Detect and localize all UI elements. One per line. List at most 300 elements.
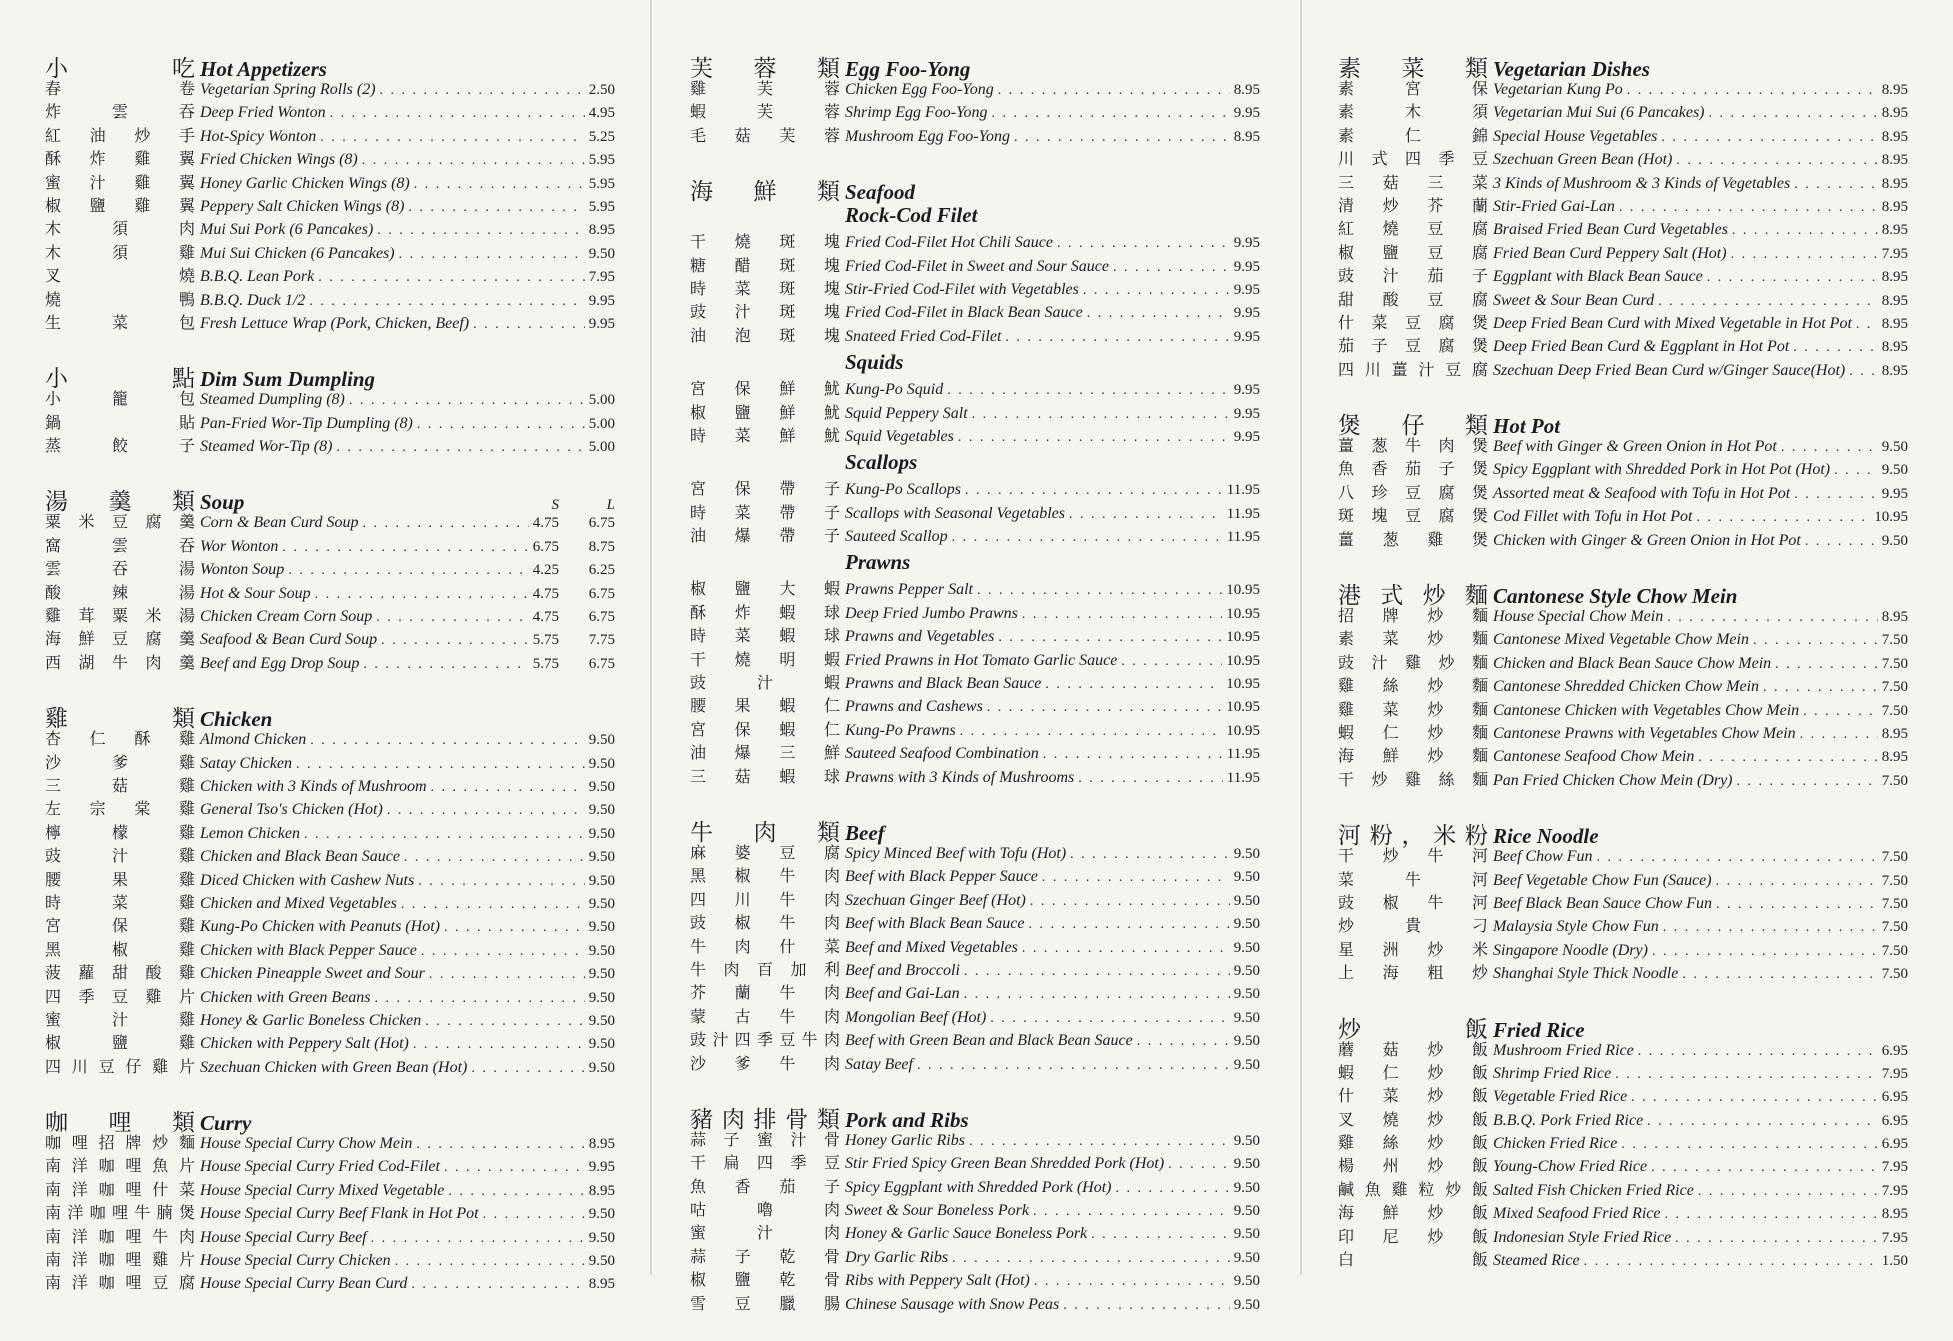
dot-leader (1091, 1227, 1230, 1243)
item-name: Squid Peppery Salt (845, 404, 968, 422)
item-name: Chicken Fried Rice (1493, 1135, 1618, 1153)
menu-item (1338, 263, 1908, 286)
dot-leader (1731, 247, 1878, 263)
item-chinese-name: 四 季 豆 雞 片 (45, 986, 195, 1006)
section-header (690, 50, 1260, 82)
menu-item (45, 146, 615, 169)
dot-leader (374, 991, 584, 1007)
item-name: Spicy Eggplant with Shredded Pork in Hot Pot (Hot) (1493, 461, 1831, 479)
item-chinese-name: 檸 檬 雞 (45, 822, 195, 842)
item-chinese-name: 炒 貴 刁 (1338, 916, 1488, 936)
dot-leader (1022, 941, 1230, 957)
menu-item (690, 1127, 1260, 1150)
item-chinese-name: 茄 子 豆 腐 煲 (1338, 336, 1488, 356)
item-chinese-name: 酥 炸 蝦 球 (690, 602, 840, 622)
item-price-large: 6.75 (588, 585, 615, 602)
menu-item (45, 650, 615, 673)
item-name: Chicken and Black Bean Sauce (200, 848, 400, 866)
item-name: Deep Fried Bean Curd & Eggplant in Hot Pot (1493, 338, 1790, 356)
menu-item (45, 750, 615, 773)
dot-leader (1737, 774, 1878, 790)
item-price: 1.50 (1881, 1253, 1908, 1270)
menu-item (45, 1054, 615, 1077)
item-chinese-name: 宮 保 蝦 仁 (690, 719, 840, 739)
item-chinese-name: 四 川 牛 肉 (690, 889, 840, 909)
menu-item (1338, 433, 1908, 456)
section-header (1338, 50, 1908, 82)
item-name: Beef Black Bean Sauce Chow Fun (1493, 894, 1713, 912)
section-title: Hot Appetizers (200, 57, 327, 81)
item-chinese-name: 蒜 子 蜜 汁 骨 (690, 1129, 840, 1149)
item-chinese-name: 椒 鹽 大 蝦 (690, 579, 840, 599)
item-name: B.B.Q. Pork Fried Rice (1493, 1111, 1644, 1129)
item-price: 9.95 (1233, 258, 1260, 275)
item-chinese-name: 芥 蘭 牛 肉 (690, 983, 840, 1003)
item-chinese-name: 油 爆 三 鮮 (690, 743, 840, 763)
item-name: Eggplant with Black Bean Sauce (1493, 268, 1703, 286)
section-header (45, 50, 615, 82)
menu-item (690, 400, 1260, 423)
dot-leader (399, 247, 585, 263)
item-price: 11.95 (1226, 482, 1260, 499)
item-chinese-name: 豉 椒 牛 河 (1338, 892, 1488, 912)
menu-item (690, 423, 1260, 446)
item-name: Sauteed Seafood Combination (845, 745, 1039, 763)
item-chinese-name: 雞 絲 炒 飯 (1338, 1133, 1488, 1153)
item-price-large: 6.25 (588, 562, 615, 579)
item-price: 4.75 (532, 585, 559, 602)
item-price: 9.50 (1233, 939, 1260, 956)
item-name: Honey & Garlic Boneless Chicken (200, 1011, 422, 1029)
item-name: Braised Fried Bean Curd Vegetables (1493, 221, 1728, 239)
item-name: Peppery Salt Chicken Wings (8) (200, 197, 405, 215)
section-header (1338, 1011, 1908, 1043)
item-name: Prawns with 3 Kinds of Mushrooms (845, 768, 1075, 786)
dot-leader (1042, 870, 1230, 886)
item-chinese-name: 蒙 古 牛 肉 (690, 1006, 840, 1026)
size-small-label: S (551, 497, 559, 514)
item-price: 6.95 (1881, 1089, 1908, 1106)
item-price: 9.50 (1233, 1296, 1260, 1313)
dot-leader (1619, 200, 1878, 216)
item-price: 10.95 (1226, 605, 1260, 622)
menu-item (690, 1220, 1260, 1243)
dot-leader (444, 1160, 585, 1176)
item-price: 7.95 (1881, 245, 1908, 262)
item-name: Fresh Lettuce Wrap (Pork, Chicken, Beef) (200, 314, 470, 332)
item-name: Mui Sui Chicken (6 Pancakes) (200, 244, 395, 262)
menu-item (1338, 1200, 1908, 1223)
dot-leader (1803, 704, 1878, 720)
item-price: 9.95 (1233, 281, 1260, 298)
menu-item (1338, 1153, 1908, 1176)
item-name: Cod Fillet with Tofu in Hot Pot (1493, 508, 1693, 526)
item-name: Stir-Fried Cod-Filet with Vegetables (845, 280, 1079, 298)
item-chinese-name: 素 仁 錦 (1338, 125, 1488, 145)
menu-item (1338, 650, 1908, 673)
item-price: 9.50 (588, 245, 615, 262)
menu-item (690, 376, 1260, 399)
section-chinese-title: 炒 飯 (1338, 1016, 1488, 1043)
item-name: Fried Bean Curd Peppery Salt (Hot) (1493, 244, 1727, 262)
item-name: Seafood & Bean Curd Soup (200, 631, 378, 649)
item-price: 9.95 (588, 292, 615, 309)
dot-leader (1676, 153, 1877, 169)
menu-item (690, 1174, 1260, 1197)
section-title: Vegetarian Dishes (1493, 57, 1650, 81)
item-name: Steamed Wor-Tip (8) (200, 438, 333, 456)
item-chinese-name: 干 燒 明 蝦 (690, 649, 840, 669)
menu-item (1338, 697, 1908, 720)
item-chinese-name: 生 菜 包 (45, 312, 195, 332)
item-chinese-name: 南 洋 咖 哩 雞 片 (45, 1250, 195, 1270)
item-price-large: 6.75 (588, 515, 615, 532)
item-name: House Special Curry Beef Flank in Hot Pot (200, 1205, 479, 1223)
item-price: 9.50 (1881, 439, 1908, 456)
dot-leader (998, 83, 1230, 99)
item-price: 9.50 (1233, 916, 1260, 933)
item-chinese-name: 雞 菜 炒 麵 (1338, 699, 1488, 719)
item-price: 8.95 (1881, 292, 1908, 309)
dot-leader (425, 1014, 584, 1030)
dot-leader (1698, 1184, 1878, 1200)
item-name: Spicy Eggplant with Shredded Pork (Hot) (845, 1178, 1112, 1196)
item-price: 4.95 (588, 105, 615, 122)
menu-item (690, 910, 1260, 933)
item-chinese-name: 豉 汁 蝦 (690, 673, 840, 693)
dot-leader (1584, 1254, 1878, 1270)
item-chinese-name: 椒 鹽 雞 (45, 1033, 195, 1053)
item-price: 9.50 (1233, 986, 1260, 1003)
menu-item (1338, 170, 1908, 193)
dot-leader (1078, 771, 1223, 787)
menu-item (1338, 1130, 1908, 1153)
dot-leader (972, 407, 1230, 423)
item-chinese-name: 雲 吞 湯 (45, 559, 195, 579)
section-chinese-title: 雞 類 (45, 706, 195, 733)
item-chinese-name: 春 卷 (45, 79, 195, 98)
item-chinese-name: 豉 椒 牛 肉 (690, 913, 840, 933)
item-chinese-name: 八 珍 豆 腐 煲 (1338, 482, 1488, 502)
item-name: Vegetarian Mui Sui (6 Pancakes) (1493, 104, 1705, 122)
item-chinese-name: 小 籠 包 (45, 389, 195, 409)
dot-leader (421, 944, 585, 960)
item-name: Stir Fried Spicy Green Bean Shredded Pork (Hot) (845, 1155, 1165, 1173)
item-name: General Tso's Chicken (Hot) (200, 801, 383, 819)
subsection-title: Scallops (845, 450, 918, 475)
section-chinese-title: 豬 肉 排 骨 類 (690, 1106, 840, 1133)
dot-leader (992, 106, 1230, 122)
item-chinese-name: 白 飯 (1338, 1250, 1488, 1270)
item-name: Vegetarian Spring Rolls (2) (200, 81, 376, 98)
menu-section (1338, 577, 1908, 790)
item-price: 9.95 (1233, 305, 1260, 322)
dot-leader (1709, 106, 1878, 122)
item-chinese-name: 叉 燒 (45, 266, 195, 286)
item-price: 8.95 (1881, 152, 1908, 169)
dot-leader (296, 757, 585, 773)
item-chinese-name: 椒 鹽 乾 骨 (690, 1270, 840, 1290)
item-chinese-name: 粟 米 豆 腐 羹 (45, 512, 195, 532)
menu-item (690, 717, 1260, 740)
dot-leader (1753, 633, 1878, 649)
menu-item (45, 433, 615, 456)
section-header (45, 1104, 615, 1137)
item-chinese-name: 椒 鹽 鮮 魷 (690, 402, 840, 422)
item-name: Corn & Bean Curd Soup (200, 514, 359, 532)
item-chinese-name: 菠 蘿 甜 酸 雞 (45, 963, 195, 983)
item-name: Beef and Mixed Vegetables (845, 938, 1018, 956)
item-chinese-name: 豉 汁 斑 塊 (690, 302, 840, 322)
item-chinese-name: 南 洋 咖 哩 豆 腐 (45, 1273, 195, 1293)
item-price: 8.95 (1881, 222, 1908, 239)
item-name: Spicy Minced Beef with Tofu (Hot) (845, 844, 1067, 862)
size-large-label: L (606, 497, 615, 514)
item-name: House Special Chow Mein (1493, 608, 1664, 626)
dot-leader (998, 630, 1222, 646)
item-name: Malaysia Style Chow Fun (1493, 918, 1659, 936)
item-name: Chicken Pineapple Sweet and Sour (200, 965, 425, 983)
menu-item (690, 76, 1260, 99)
item-name: Prawns and Vegetables (845, 628, 995, 646)
item-price: 7.50 (1881, 942, 1908, 959)
dot-leader (1005, 330, 1229, 346)
section-title: Curry (200, 1111, 252, 1136)
dot-leader (1667, 610, 1878, 626)
section-title: Rice Noodle (1493, 824, 1599, 849)
section-title: Fried Rice (1493, 1017, 1585, 1042)
item-name: Prawns and Cashews (845, 698, 983, 716)
item-chinese-name: 素 木 須 (1338, 102, 1488, 122)
menu-item (690, 500, 1260, 523)
item-name: House Special Curry Beef (200, 1228, 367, 1246)
item-price: 8.95 (588, 222, 615, 239)
menu-item (690, 1027, 1260, 1050)
item-price: 9.50 (1233, 1203, 1260, 1220)
menu-item (1338, 1177, 1908, 1200)
dot-leader (1665, 1207, 1878, 1223)
dot-leader (429, 967, 585, 983)
item-price: 6.95 (1881, 1042, 1908, 1059)
item-name: Shrimp Fried Rice (1493, 1064, 1612, 1082)
menu-item (1338, 960, 1908, 983)
menu-item (45, 726, 615, 749)
item-price: 8.95 (1233, 82, 1260, 98)
dot-leader (1030, 894, 1230, 910)
menu-item (45, 890, 615, 913)
item-price: 9.50 (1233, 962, 1260, 979)
item-chinese-name: 什 菜 炒 飯 (1338, 1086, 1488, 1106)
menu-item (1338, 1247, 1908, 1270)
dot-leader (1794, 487, 1878, 503)
item-price: 8.95 (1881, 725, 1908, 742)
menu-item (45, 240, 615, 263)
item-price: 6.75 (532, 538, 559, 555)
item-name: Mixed Seafood Fried Rice (1493, 1205, 1661, 1223)
item-chinese-name: 黑 椒 雞 (45, 939, 195, 959)
menu-item (1338, 720, 1908, 743)
menu-item (690, 957, 1260, 980)
item-name: Fried Cod-Filet in Black Bean Sauce (845, 304, 1083, 322)
menu-item (45, 99, 615, 122)
menu-item (45, 1247, 615, 1270)
menu-item (690, 693, 1260, 716)
item-price: 10.95 (1226, 722, 1260, 739)
dot-leader (1647, 1114, 1878, 1130)
item-chinese-name: 西 湖 牛 肉 羹 (45, 652, 195, 672)
section-header (690, 814, 1260, 846)
dot-leader (1043, 747, 1223, 763)
section-chinese-title: 煲 仔 類 (1338, 413, 1488, 440)
item-chinese-name: 海 鮮 豆 腐 羹 (45, 629, 195, 649)
item-chinese-name: 燒 鴨 (45, 289, 195, 309)
dot-leader (1638, 1044, 1878, 1060)
item-name: Chicken and Black Bean Sauce Chow Mein (1493, 654, 1772, 672)
item-price: 5.25 (588, 128, 615, 145)
item-price: 9.95 (1233, 328, 1260, 345)
item-price: 9.50 (588, 1036, 615, 1053)
item-chinese-name: 蝦 仁 炒 飯 (1338, 1062, 1488, 1082)
menu-item (690, 1004, 1260, 1027)
menu-item (1338, 357, 1908, 380)
menu-item (1338, 146, 1908, 169)
item-chinese-name: 蝦 芙 蓉 (690, 102, 840, 122)
item-price: 9.50 (588, 1229, 615, 1246)
item-chinese-name: 黑 椒 牛 肉 (690, 866, 840, 886)
item-price: 9.95 (1233, 235, 1260, 252)
item-price: 7.50 (1881, 895, 1908, 912)
menu-section (45, 1104, 615, 1294)
section-title: Pork and Ribs (845, 1107, 969, 1132)
item-chinese-name: 清 炒 芥 蘭 (1338, 195, 1488, 215)
item-chinese-name: 宮 保 雞 (45, 916, 195, 936)
menu-subsection (690, 550, 1260, 787)
item-chinese-name: 南 洋 咖 哩 牛 肉 (45, 1226, 195, 1246)
item-name: Wor Wonton (200, 537, 279, 555)
item-chinese-name: 豉 汁 四 季 豆 牛 肉 (690, 1030, 840, 1050)
item-chinese-name: 牛 肉 什 菜 (690, 936, 840, 956)
dot-leader (414, 177, 585, 193)
menu-item (45, 960, 615, 983)
item-price: 6.95 (1881, 1112, 1908, 1129)
menu-item (45, 1030, 615, 1053)
item-name: Beef with Black Bean Sauce (845, 915, 1025, 933)
section-header (690, 1101, 1260, 1133)
item-name: Deep Fried Jumbo Prawns (845, 604, 1018, 622)
item-price: 11.95 (1226, 505, 1260, 522)
item-name: B.B.Q. Duck 1/2 (200, 291, 306, 309)
menu-item (1338, 527, 1908, 550)
item-price-large: 6.75 (588, 609, 615, 626)
item-price: 8.95 (588, 1182, 615, 1199)
menu-section (45, 483, 615, 673)
menu-item (690, 647, 1260, 670)
item-chinese-name: 斑 塊 豆 腐 煲 (1338, 506, 1488, 526)
dot-leader (309, 294, 584, 310)
dot-leader (483, 1207, 585, 1223)
item-name: Dry Garlic Ribs (845, 1248, 949, 1266)
item-price: 9.50 (1233, 1179, 1260, 1196)
item-price: 8.95 (1881, 128, 1908, 145)
menu-item (690, 764, 1260, 787)
menu-item (690, 863, 1260, 886)
item-price: 9.50 (588, 1059, 615, 1076)
item-name: Honey Garlic Chicken Wings (8) (200, 174, 410, 192)
menu-item (45, 263, 615, 286)
dot-leader (1115, 1181, 1229, 1197)
section-title: Egg Foo-Yong (845, 57, 971, 81)
item-price: 9.50 (588, 825, 615, 842)
menu-item (690, 600, 1260, 623)
item-price: 9.50 (1233, 1033, 1260, 1050)
item-chinese-name: 豉 汁 雞 (45, 846, 195, 866)
section-header (45, 483, 615, 516)
menu-item (1338, 503, 1908, 526)
dot-leader (471, 1061, 584, 1077)
dot-leader (1675, 1231, 1878, 1247)
item-chinese-name: 時 菜 斑 塊 (690, 278, 840, 298)
item-name: Kung-Po Squid (845, 381, 944, 399)
menu-item (45, 1130, 615, 1153)
menu-item (45, 867, 615, 890)
item-price: 7.50 (1881, 872, 1908, 889)
item-chinese-name: 雞 絲 炒 麵 (1338, 676, 1488, 696)
menu-item (690, 740, 1260, 763)
subsection-header (690, 550, 1260, 576)
menu-item (45, 556, 615, 579)
page-fold-right (1300, 0, 1302, 1275)
item-chinese-name: 蜜 汁 雞 翼 (45, 172, 195, 192)
dot-leader (315, 587, 529, 603)
menu-subsection (690, 450, 1260, 546)
menu-section (45, 700, 615, 1077)
dot-leader (1658, 294, 1878, 310)
item-name: Chicken and Mixed Vegetables (200, 894, 397, 912)
dot-leader (960, 724, 1223, 740)
item-name: Beef with Green Bean and Black Bean Sauce (845, 1032, 1133, 1050)
section-chinese-title: 咖 哩 類 (45, 1110, 195, 1137)
item-price: 5.75 (532, 655, 559, 672)
item-chinese-name: 時 菜 蝦 球 (690, 626, 840, 646)
dot-leader (1028, 917, 1229, 933)
item-price: 8.95 (1881, 315, 1908, 332)
dot-leader (417, 417, 585, 433)
item-price: 7.50 (1881, 702, 1908, 719)
section-title: Beef (845, 820, 885, 845)
item-chinese-name: 油 爆 帶 子 (690, 526, 840, 546)
item-name: Szechuan Ginger Beef (Hot) (845, 891, 1026, 909)
menu-item (1338, 480, 1908, 503)
menu-column-1 (45, 50, 615, 1321)
dot-leader (336, 440, 584, 456)
item-price: 9.50 (588, 1206, 615, 1223)
menu-item (1338, 1060, 1908, 1083)
item-name: Lemon Chicken (200, 824, 300, 842)
section-chinese-title: 小 點 (45, 366, 195, 393)
item-price: 9.50 (588, 778, 615, 795)
item-name: Indonesian Style Fried Rice (1493, 1228, 1672, 1246)
item-name: Beef and Broccoli (845, 961, 960, 979)
item-name: Fried Chicken Wings (8) (200, 151, 358, 169)
item-chinese-name: 油 泡 斑 塊 (690, 325, 840, 345)
item-chinese-name: 干 扁 四 季 豆 (690, 1153, 840, 1173)
item-chinese-name: 甜 酸 豆 腐 (1338, 289, 1488, 309)
item-name: House Special Curry Fried Cod-Filet (200, 1158, 440, 1176)
dot-leader (952, 530, 1223, 546)
menu-item (45, 1153, 615, 1176)
item-price: 7.95 (588, 269, 615, 286)
item-price: 5.95 (588, 175, 615, 192)
